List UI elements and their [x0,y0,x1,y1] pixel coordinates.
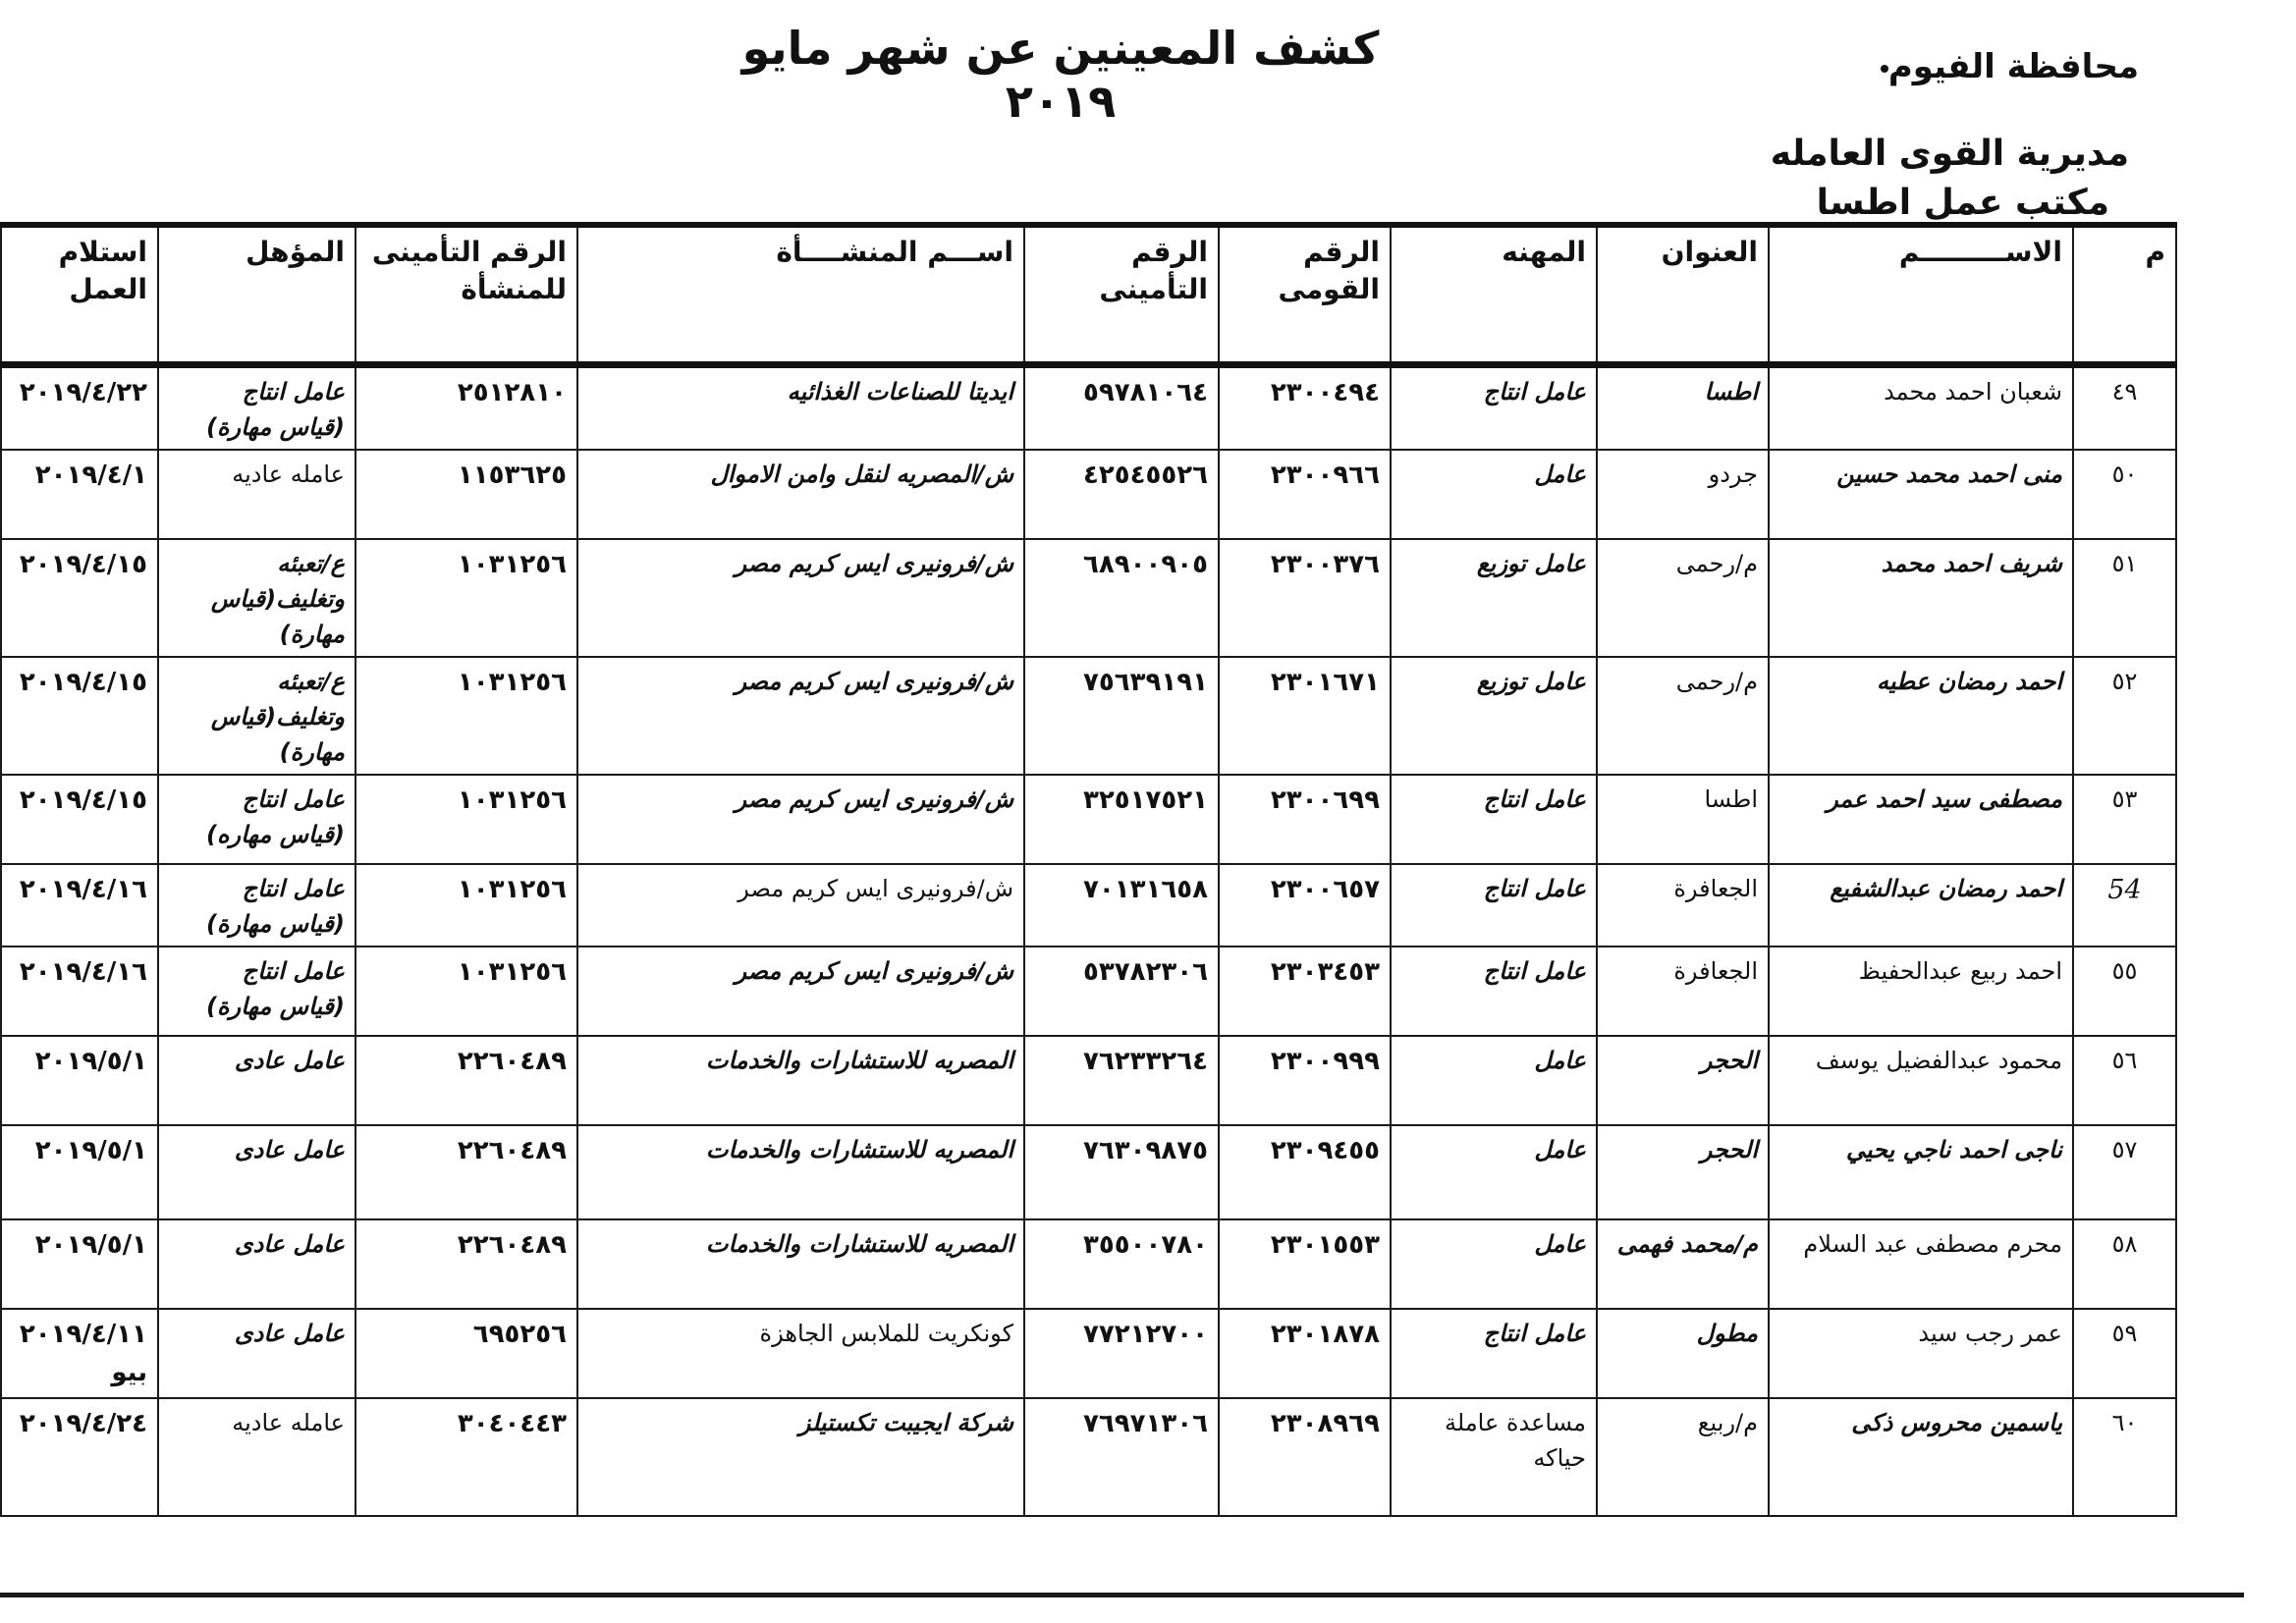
cell-start-date: ٢٠١٩/٤/٢٢ [1,364,158,450]
cell-establishment: ش/المصريه لنقل وامن الاموال [577,450,1024,539]
cell-national-id: ٢٣٠١٨٧٨ [1219,1309,1391,1398]
cell-national-id: ٢٣٠١٦٧١ [1219,657,1391,775]
cell-establishment: ش/فرونيرى ايس كريم مصر [577,775,1024,864]
cell-address: جردو [1597,450,1769,539]
cell-profession: مساعدة عاملة حياكه [1391,1398,1597,1516]
table-header-row [1,225,2176,364]
table-row [1,539,2176,657]
table-row [1,657,2176,775]
cell-address: الحجر [1597,1036,1769,1125]
directorate-label: مديرية القوى العامله [1770,134,2129,174]
cell-national-id: ٢٣٠٠٦٥٧ [1219,864,1391,947]
cell-start-date: ٢٠١٩/٥/١ [1,1219,158,1309]
col-header-address: العنوان [1597,225,1769,364]
cell-qualification: عامل عادى [158,1219,355,1309]
cell-index: ٥٥ [2073,947,2176,1036]
cell-qualification: عامله عاديه [158,1398,355,1516]
cell-address: الحجر [1597,1125,1769,1219]
cell-est-insurance: ٦٩٥٢٥٦ [355,1309,577,1398]
governorate-text: محافظة الفيوم [1887,47,2139,86]
cell-index: ٥٧ [2073,1125,2176,1219]
employees-table [0,222,2177,1517]
cell-index: ٥١ [2073,539,2176,657]
cell-est-insurance: ٢٢٦٠٤٨٩ [355,1036,577,1125]
cell-start-date: ٢٠١٩/٤/١٦ [1,864,158,947]
employees-table-wrap [0,222,2175,1517]
cell-qualification: عامل انتاج (قياس مهاره) [158,775,355,864]
cell-establishment: ش/فرونيرى ايس كريم مصر [577,947,1024,1036]
cell-establishment: المصريه للاستشارات والخدمات [577,1219,1024,1309]
cell-national-id: ٢٣٠٣٤٥٣ [1219,947,1391,1036]
cell-insurance-no: ٧٦٢٣٣٢٦٤ [1024,1036,1219,1125]
table-row [1,364,2176,450]
governorate-label [1861,47,2139,86]
cell-profession: عامل انتاج [1391,864,1597,947]
cell-address: مطول [1597,1309,1769,1398]
cell-national-id: ٢٣٠٠٩٩٩ [1219,1036,1391,1125]
cell-insurance-no: ٥٣٧٨٢٣٠٦ [1024,947,1219,1036]
cell-est-insurance: ٢٢٦٠٤٨٩ [355,1125,577,1219]
cell-address: اطسا [1597,364,1769,450]
cell-index: 54 [2073,864,2176,947]
cell-name: شعبان احمد محمد [1769,364,2073,450]
cell-start-date: ٢٠١٩/٤/١٥ [1,657,158,775]
cell-qualification: ع/تعبئه وتغليف(قياس مهارة) [158,539,355,657]
cell-address: اطسا [1597,775,1769,864]
cell-est-insurance: ١٠٣١٢٥٦ [355,539,577,657]
cell-est-insurance: ٢٢٦٠٤٨٩ [355,1219,577,1309]
cell-name: احمد رمضان عبدالشفيع [1769,864,2073,947]
table-row [1,864,2176,947]
cell-establishment: ش/فرونيرى ايس كريم مصر [577,539,1024,657]
table-row [1,947,2176,1036]
cell-qualification: ع/تعبئه وتغليف(قياس مهارة) [158,657,355,775]
table-row [1,1309,2176,1398]
cell-national-id: ٢٣٠٠٩٦٦ [1219,450,1391,539]
cell-name: شريف احمد محمد [1769,539,2073,657]
cell-profession: عامل توزيع [1391,657,1597,775]
cell-profession: عامل انتاج [1391,1309,1597,1398]
cell-establishment: ش/فرونيرى ايس كريم مصر [577,864,1024,947]
table-row [1,1398,2176,1516]
cell-profession: عامل [1391,1036,1597,1125]
cell-profession: عامل [1391,450,1597,539]
cell-est-insurance: ١٠٣١٢٥٦ [355,657,577,775]
cell-qualification: عامل عادى [158,1125,355,1219]
col-header-index: م [2073,225,2176,364]
cell-establishment: شركة ايجيبت تكستيلز [577,1398,1024,1516]
cell-start-date: ٢٠١٩/٤/١٦ [1,947,158,1036]
cell-profession: عامل [1391,1125,1597,1219]
cell-index: ٥٢ [2073,657,2176,775]
cell-insurance-no: ٦٨٩٠٠٩٠٥ [1024,539,1219,657]
cell-establishment: ايديتا للصناعات الغذائيه [577,364,1024,450]
cell-name: مصطفى سيد احمد عمر [1769,775,2073,864]
cell-qualification: عامل عادى [158,1309,355,1398]
cell-start-date: ٢٠١٩/٤/١ [1,450,158,539]
cell-insurance-no: ٣٢٥١٧٥٢١ [1024,775,1219,864]
cell-est-insurance: ١٠٣١٢٥٦ [355,947,577,1036]
cell-start-date: ٢٠١٩/٤/١١ بيو [1,1309,158,1398]
cell-establishment: ش/فرونيرى ايس كريم مصر [577,657,1024,775]
cell-address: م/رحمى [1597,539,1769,657]
cell-index: ٥٣ [2073,775,2176,864]
cell-index: ٥٦ [2073,1036,2176,1125]
col-header-establishment: اســـم المنشــــأة [577,225,1024,364]
col-header-insurance-no: الرقم التأمينى [1024,225,1219,364]
cell-address: م/محمد فهمى [1597,1219,1769,1309]
cell-start-date: ٢٠١٩/٥/١ [1,1125,158,1219]
cell-qualification: عامل عادى [158,1036,355,1125]
cell-est-insurance: ٣٠٤٠٤٤٣ [355,1398,577,1516]
cell-est-insurance: ١٠٣١٢٥٦ [355,775,577,864]
table-row [1,1125,2176,1219]
cell-national-id: ٢٣٠٠٣٧٦ [1219,539,1391,657]
col-header-profession: المهنه [1391,225,1597,364]
cell-name: ياسمين محروس ذكى [1769,1398,2073,1516]
cell-insurance-no: ٥٩٧٨١٠٦٤ [1024,364,1219,450]
table-row [1,1036,2176,1125]
office-label: مكتب عمل اطسا [1816,183,2109,223]
cell-national-id: ٢٣٠٠٤٩٤ [1219,364,1391,450]
cell-insurance-no: ٧٦٣٠٩٨٧٥ [1024,1125,1219,1219]
col-header-national-id: الرقم القومى [1219,225,1391,364]
bullet-icon [1881,65,1888,73]
bottom-rule [0,1593,2244,1597]
cell-national-id: ٢٣٠٨٩٦٩ [1219,1398,1391,1516]
cell-address: م/ربيع [1597,1398,1769,1516]
cell-profession: عامل انتاج [1391,775,1597,864]
cell-name: محرم مصطفى عبد السلام [1769,1219,2073,1309]
cell-start-date: ٢٠١٩/٤/١٥ [1,775,158,864]
cell-establishment: المصريه للاستشارات والخدمات [577,1036,1024,1125]
cell-establishment: كونكريت للملابس الجاهزة [577,1309,1024,1398]
cell-name: احمد رمضان عطيه [1769,657,2073,775]
cell-qualification: عامل انتاج (قياس مهارة) [158,364,355,450]
col-header-start-date: استلام العمل [1,225,158,364]
cell-profession: عامل توزيع [1391,539,1597,657]
col-header-name: الاســـــــــم [1769,225,2073,364]
cell-insurance-no: ٧٠١٣١٦٥٨ [1024,864,1219,947]
cell-est-insurance: ٢٥١٢٨١٠ [355,364,577,450]
cell-national-id: ٢٣٠٩٤٥٥ [1219,1125,1391,1219]
cell-name: منى احمد محمد حسين [1769,450,2073,539]
cell-insurance-no: ٧٦٩٧١٣٠٦ [1024,1398,1219,1516]
cell-insurance-no: ٤٢٥٤٥٥٢٦ [1024,450,1219,539]
cell-insurance-no: ٣٥٥٠٠٧٨٠ [1024,1219,1219,1309]
table-row [1,1219,2176,1309]
document-title: كشف المعينين عن شهر مايو ٢٠١٩ [741,22,1380,128]
cell-name: ناجى احمد ناجي يحيي [1769,1125,2073,1219]
cell-profession: عامل انتاج [1391,364,1597,450]
cell-address: الجعافرة [1597,947,1769,1036]
cell-national-id: ٢٣٠٠٦٩٩ [1219,775,1391,864]
cell-qualification: عامله عاديه [158,450,355,539]
cell-est-insurance: ١١٥٣٦٢٥ [355,450,577,539]
cell-est-insurance: ١٠٣١٢٥٦ [355,864,577,947]
cell-establishment: المصريه للاستشارات والخدمات [577,1125,1024,1219]
cell-start-date: ٢٠١٩/٤/٢٤ [1,1398,158,1516]
table-row [1,775,2176,864]
cell-name: عمر رجب سيد [1769,1309,2073,1398]
cell-index: ٦٠ [2073,1398,2176,1516]
cell-index: ٥٠ [2073,450,2176,539]
cell-national-id: ٢٣٠١٥٥٣ [1219,1219,1391,1309]
cell-index: ٥٨ [2073,1219,2176,1309]
table-row [1,450,2176,539]
cell-address: م/رحمى [1597,657,1769,775]
cell-name: احمد ربيع عبدالحفيظ [1769,947,2073,1036]
col-header-qualification: المؤهل [158,225,355,364]
cell-start-date: ٢٠١٩/٥/١ [1,1036,158,1125]
cell-insurance-no: ٧٥٦٣٩١٩١ [1024,657,1219,775]
cell-qualification: عامل انتاج (قياس مهارة) [158,864,355,947]
cell-index: ٥٩ [2073,1309,2176,1398]
cell-qualification: عامل انتاج (قياس مهارة) [158,947,355,1036]
cell-start-date: ٢٠١٩/٤/١٥ [1,539,158,657]
cell-profession: عامل انتاج [1391,947,1597,1036]
cell-address: الجعافرة [1597,864,1769,947]
cell-profession: عامل [1391,1219,1597,1309]
cell-name: محمود عبدالفضيل يوسف [1769,1036,2073,1125]
col-header-est-insurance: الرقم التأمينى للمنشأة [355,225,577,364]
cell-index: ٤٩ [2073,364,2176,450]
cell-insurance-no: ٧٧٢١٢٧٠٠ [1024,1309,1219,1398]
